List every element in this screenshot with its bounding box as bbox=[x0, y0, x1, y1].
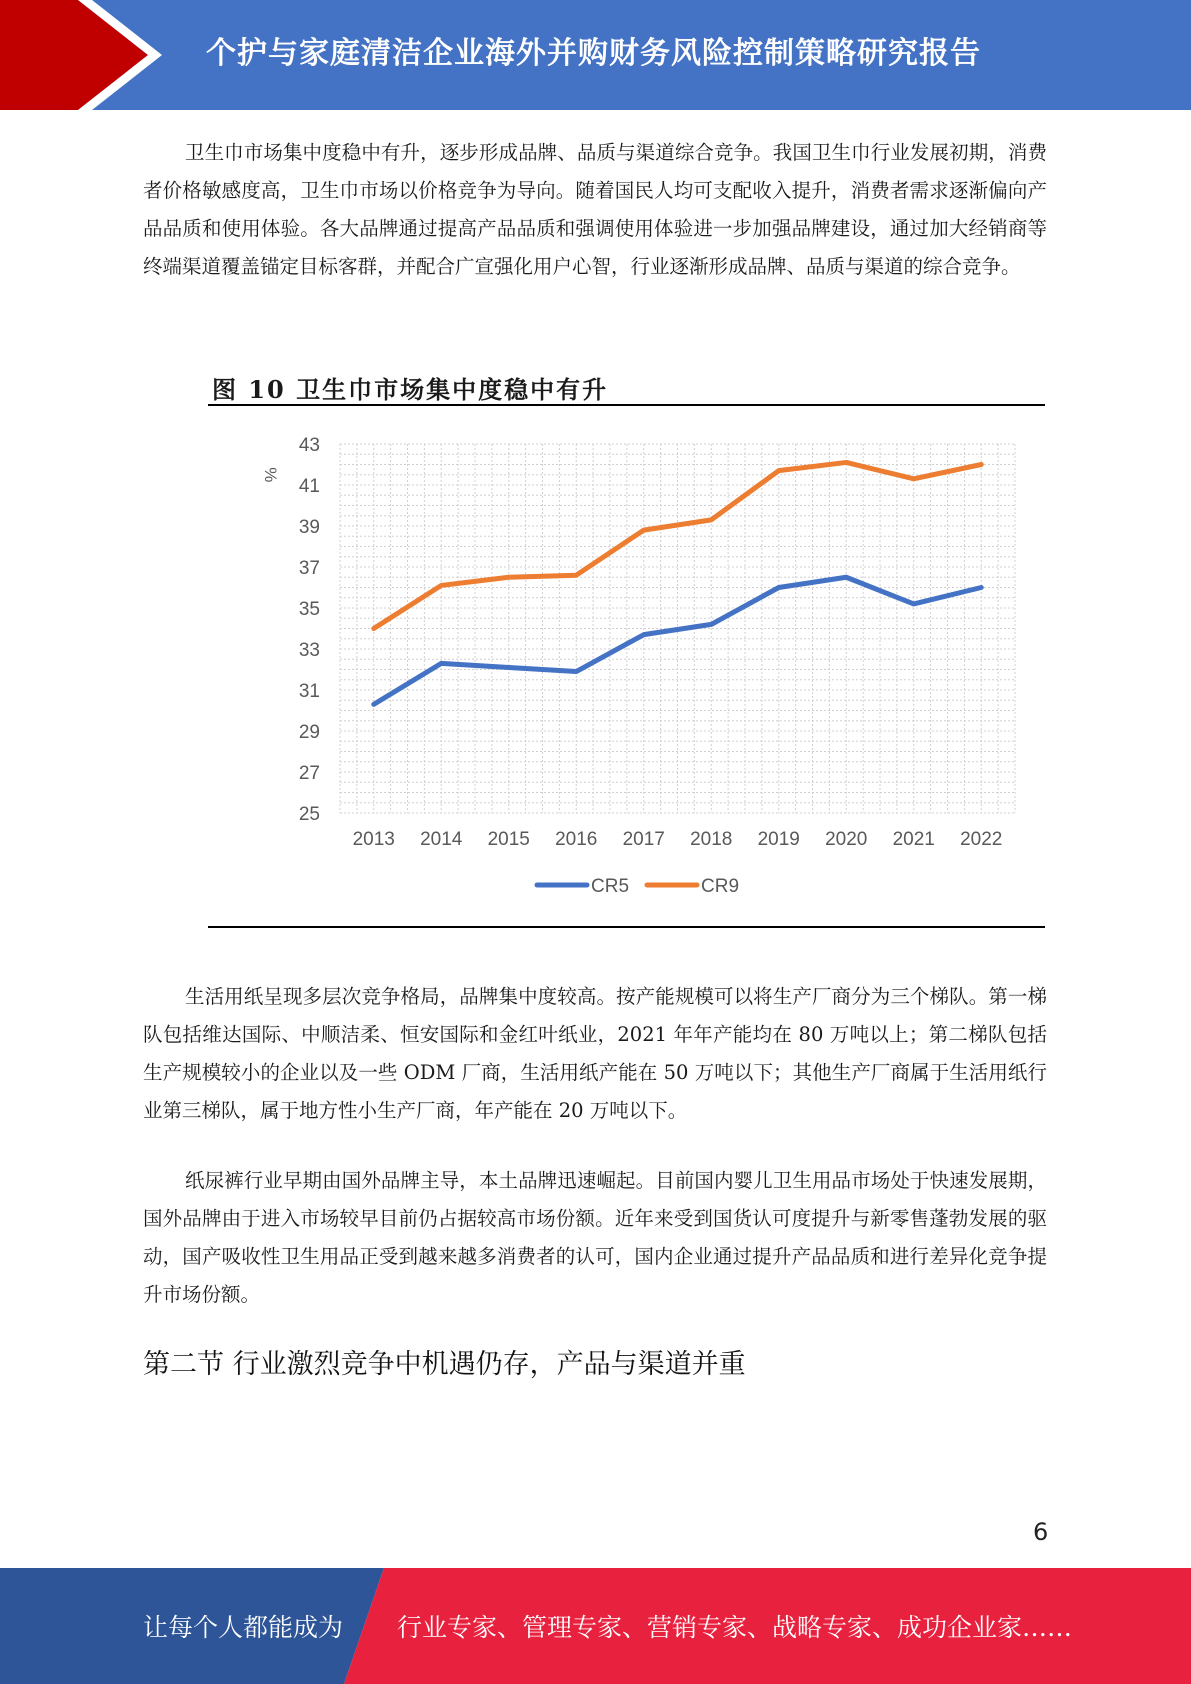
y-tick-label: 25 bbox=[298, 804, 320, 825]
y-tick-label: 27 bbox=[298, 763, 320, 784]
x-tick-label: 2022 bbox=[960, 829, 1003, 850]
figure-bottom-rule bbox=[208, 926, 1045, 928]
y-tick-label: 43 bbox=[298, 435, 320, 456]
y-tick-label: 39 bbox=[298, 517, 320, 538]
x-tick-label: 2018 bbox=[690, 829, 733, 850]
legend-label-cr9: CR9 bbox=[701, 876, 740, 897]
y-tick-label: 29 bbox=[298, 722, 320, 743]
figure-top-rule bbox=[208, 404, 1045, 406]
paragraph-tissue-paper: 生活用纸呈现多层次竞争格局，品牌集中度较高。按产能规模可以将生产厂商分为三个梯队。第一梯队包括维达国际、中顺洁柔、恒安国际和金红叶纸业，2021 年年产能均在 80 万吨以上；第二梯队包括生产规模较小的企业以及一些 ODM 厂商，生活用纸产能在 50 万吨以下；其他生产厂商属于生活用纸行业第三梯队，属于地方性小生产厂商，年产能在 20 万吨以下。 bbox=[143, 985, 1047, 1122]
x-tick-label: 2017 bbox=[622, 829, 665, 850]
y-tick-label: 35 bbox=[298, 599, 320, 620]
paragraph-sanitary-napkin: 卫生巾市场集中度稳中有升，逐步形成品牌、品质与渠道综合竞争。我国卫生巾行业发展初期，消费者价格敏感度高，卫生巾市场以价格竞争为导向。随着国民人均可支配收入提升，消费者需求逐渐偏向产品品质和使用体验。各大品牌通过提高产品品质和强调使用体验进一步加强品牌建设，通过加大经销商等终端渠道覆盖锚定目标客群，并配合广宣强化用户心智，行业逐渐形成品牌、品质与渠道的综合竞争。 bbox=[143, 141, 1047, 278]
x-tick-label: 2016 bbox=[555, 829, 598, 850]
y-tick-label: 41 bbox=[298, 476, 320, 497]
y-tick-label: 37 bbox=[298, 558, 320, 579]
page-number: 6 bbox=[1033, 1518, 1049, 1546]
x-tick-label: 2019 bbox=[757, 829, 800, 850]
concentration-line-chart bbox=[250, 420, 1030, 916]
y-tick-label: 31 bbox=[298, 681, 320, 702]
paragraph-diapers: 纸尿裤行业早期由国外品牌主导，本土品牌迅速崛起。目前国内婴儿卫生用品市场处于快速发展期，国外品牌由于进入市场较早目前仍占据较高市场份额。近年来受到国货认可度提升与新零售蓬勃发展的驱动，国产吸收性卫生用品正受到越来越多消费者的认可，国内企业通过提升产品品质和进行差异化竞争提升市场份额。 bbox=[143, 1169, 1047, 1306]
footer-slogan-left: 让每个人都能成为 bbox=[143, 1613, 344, 1642]
legend-label-cr5: CR5 bbox=[591, 876, 630, 897]
report-title: 个护与家庭清洁企业海外并购财务风险控制策略研究报告 bbox=[206, 36, 981, 71]
x-tick-label: 2014 bbox=[420, 829, 463, 850]
x-tick-label: 2021 bbox=[892, 829, 935, 850]
section-heading: 第二节 行业激烈竞争中机遇仍存，产品与渠道并重 bbox=[143, 1349, 746, 1380]
x-tick-label: 2020 bbox=[825, 829, 868, 850]
x-tick-label: 2015 bbox=[487, 829, 530, 850]
y-axis-label: % bbox=[261, 467, 280, 483]
page-footer bbox=[0, 1568, 1191, 1684]
footer-slogan-right: 行业专家、管理专家、营销专家、战略专家、成功企业家…… bbox=[397, 1613, 1073, 1642]
figure-title: 图 10 卫生巾市场集中度稳中有升 bbox=[212, 375, 609, 404]
y-tick-label: 33 bbox=[298, 640, 320, 661]
x-tick-label: 2013 bbox=[352, 829, 395, 850]
page-header bbox=[0, 0, 1191, 110]
